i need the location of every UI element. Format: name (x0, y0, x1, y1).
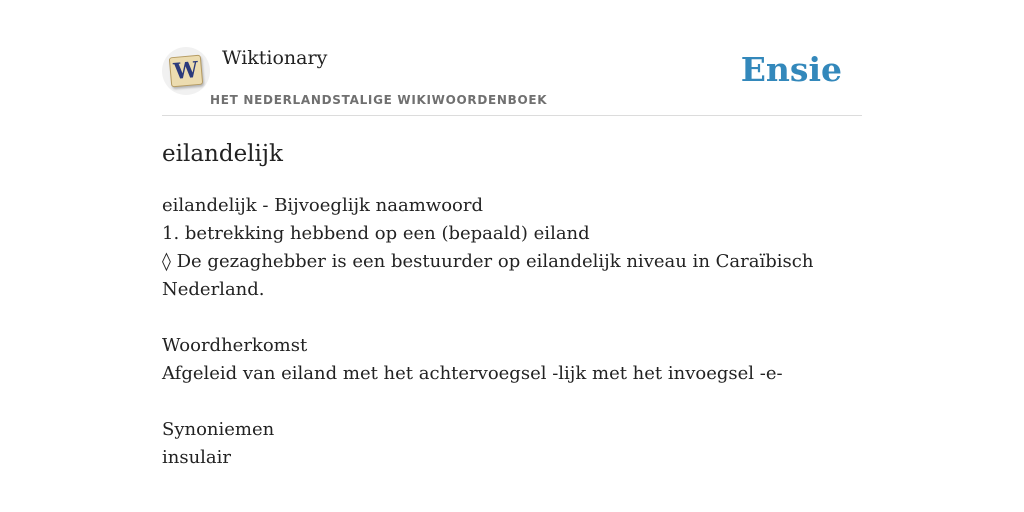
logo-letter: W (172, 56, 200, 86)
site-title[interactable]: Wiktionary (222, 47, 328, 69)
synonyms-text: insulair (162, 447, 232, 468)
etymology-heading: Woordherkomst (162, 335, 308, 356)
logo-tile-icon (169, 55, 203, 88)
site-subtitle: HET NEDERLANDSTALIGE WIKIWOORDENBOEK (210, 93, 548, 107)
part-of-speech-line: eilandelijk - Bijvoeglijk naamwoord (162, 195, 483, 216)
spacer (162, 304, 862, 332)
etymology-text: Afgeleid van eiland met het achtervoegsel -lijk met het invoegsel -e- (162, 363, 783, 384)
definition-line: 1. betrekking hebbend op een (bepaald) eiland (162, 223, 590, 244)
spacer (162, 388, 862, 416)
ensie-brand-link[interactable]: Ensie (740, 50, 842, 89)
page-title: eilandelijk (162, 141, 283, 167)
synonyms-heading: Synoniemen (162, 419, 275, 440)
entry-content (162, 192, 862, 472)
example-sentence: ◊ De gezaghebber is een bestuurder op eilandelijk niveau in Caraïbisch Nederland. (162, 251, 814, 300)
header-divider (162, 115, 862, 116)
wiktionary-logo[interactable] (162, 47, 210, 95)
